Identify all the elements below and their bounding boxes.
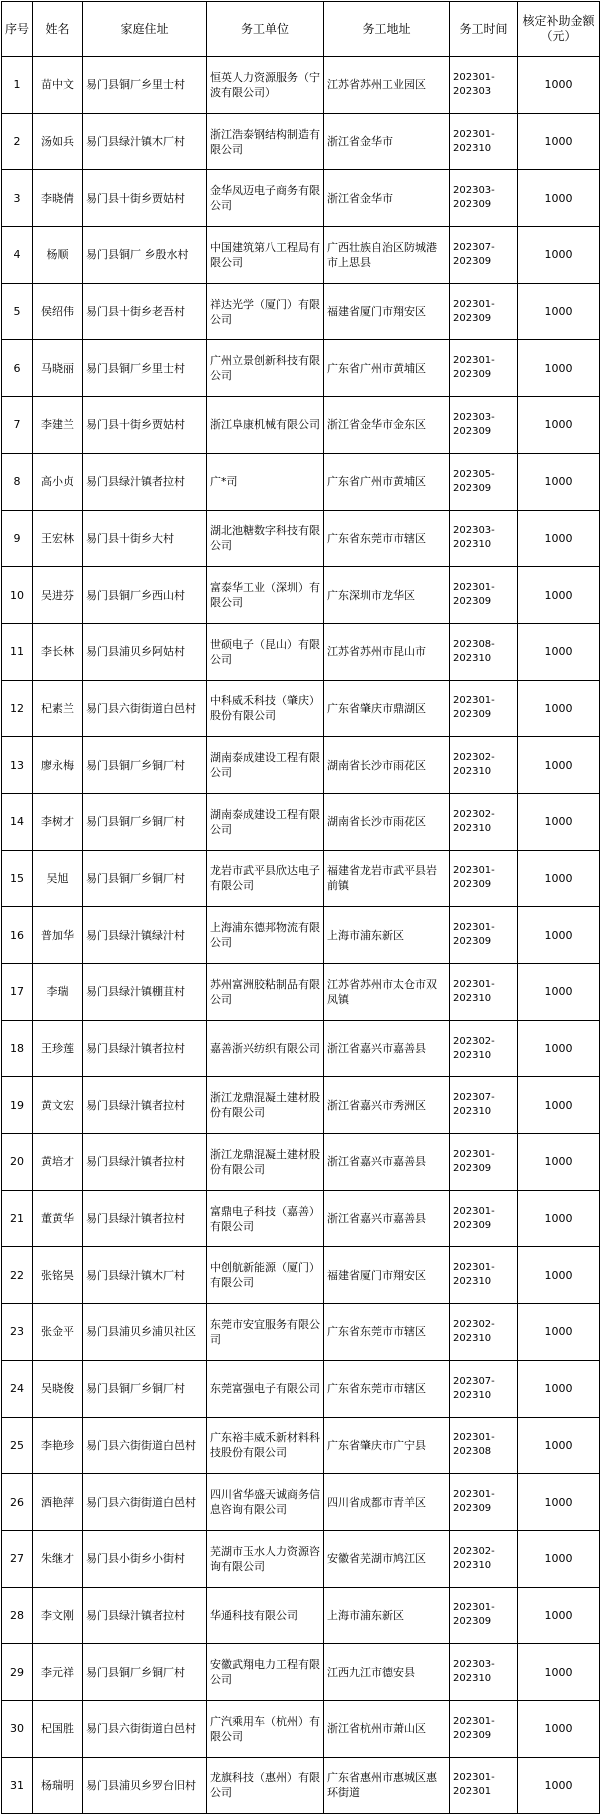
- cell-name: 吴进芬: [33, 567, 83, 624]
- cell-name: 黄文宏: [33, 1077, 83, 1134]
- table-row: [2, 1644, 600, 1701]
- cell-name: 吴旭: [33, 850, 83, 907]
- cell-no: 20: [2, 1134, 33, 1191]
- cell-work-address: 湖南省长沙市雨花区: [324, 793, 450, 850]
- cell-period: 202301-202309: [450, 1587, 518, 1644]
- cell-employer: 湖北池糖数字科技有限公司: [207, 510, 324, 567]
- cell-subsidy: 1000: [518, 227, 600, 284]
- cell-subsidy: 1000: [518, 1587, 600, 1644]
- cell-name: 杞国胜: [33, 1700, 83, 1757]
- cell-subsidy: 1000: [518, 737, 600, 794]
- cell-no: 17: [2, 964, 33, 1021]
- cell-employer: 富鼎电子科技（嘉善）有限公司: [207, 1190, 324, 1247]
- cell-period: 202301-202309: [450, 567, 518, 624]
- table-row: [2, 1020, 600, 1077]
- cell-employer: 上海浦东德邦物流有限公司: [207, 907, 324, 964]
- cell-period: 202301-202310: [450, 113, 518, 170]
- cell-work-address: 上海市浦东新区: [324, 907, 450, 964]
- cell-period: 202301-202309: [450, 907, 518, 964]
- cell-employer: 中科威禾科技（肇庆）股份有限公司: [207, 680, 324, 737]
- cell-subsidy: 1000: [518, 1247, 600, 1304]
- table-row: [2, 1077, 600, 1134]
- table-row: [2, 170, 600, 227]
- cell-work-address: 湖南省长沙市雨花区: [324, 737, 450, 794]
- cell-name: 苗中文: [33, 57, 83, 114]
- cell-no: 8: [2, 453, 33, 510]
- cell-period: 202301-202309: [450, 283, 518, 340]
- cell-name: 杨瑞明: [33, 1757, 83, 1814]
- cell-no: 22: [2, 1247, 33, 1304]
- cell-period: 202301-202309: [450, 1700, 518, 1757]
- cell-no: 15: [2, 850, 33, 907]
- cell-employer: 华通科技有限公司: [207, 1587, 324, 1644]
- cell-period: 202301-202309: [450, 1474, 518, 1531]
- cell-subsidy: 1000: [518, 1190, 600, 1247]
- header-name: 姓名: [33, 2, 83, 57]
- cell-subsidy: 1000: [518, 1700, 600, 1757]
- cell-address: 易门县绿汁镇棚苴村: [83, 964, 207, 1021]
- cell-name: 汤如兵: [33, 113, 83, 170]
- table-row: [2, 1587, 600, 1644]
- cell-name: 黄培才: [33, 1134, 83, 1191]
- cell-work-address: 广东省广州市黄埔区: [324, 340, 450, 397]
- table-row: [2, 793, 600, 850]
- cell-work-address: 广东省广州市黄埔区: [324, 453, 450, 510]
- cell-employer: 祥达光学（厦门）有限公司: [207, 283, 324, 340]
- cell-subsidy: 1000: [518, 1530, 600, 1587]
- header-no: 序号: [2, 2, 33, 57]
- cell-subsidy: 1000: [518, 57, 600, 114]
- cell-employer: 广*司: [207, 453, 324, 510]
- cell-no: 16: [2, 907, 33, 964]
- header-work-address: 务工地址: [324, 2, 450, 57]
- cell-name: 张铭昊: [33, 1247, 83, 1304]
- cell-employer: 世硕电子（昆山）有限公司: [207, 623, 324, 680]
- cell-no: 28: [2, 1587, 33, 1644]
- cell-work-address: 江苏省苏州工业园区: [324, 57, 450, 114]
- cell-address: 易门县绿汁镇者拉村: [83, 1587, 207, 1644]
- cell-work-address: 广东省东莞市市辖区: [324, 1360, 450, 1417]
- cell-period: 202303-202310: [450, 510, 518, 567]
- cell-period: 202307-202310: [450, 1360, 518, 1417]
- cell-name: 酒艳萍: [33, 1474, 83, 1531]
- cell-no: 27: [2, 1530, 33, 1587]
- cell-subsidy: 1000: [518, 1304, 600, 1361]
- table-row: [2, 907, 600, 964]
- table-row: [2, 850, 600, 907]
- cell-name: 廖永梅: [33, 737, 83, 794]
- table-row: [2, 567, 600, 624]
- cell-period: 202301-202310: [450, 1247, 518, 1304]
- cell-subsidy: 1000: [518, 113, 600, 170]
- cell-address: 易门县浦贝乡罗台旧村: [83, 1757, 207, 1814]
- cell-period: 202305-202309: [450, 453, 518, 510]
- cell-work-address: 广东省肇庆市鼎湖区: [324, 680, 450, 737]
- cell-subsidy: 1000: [518, 1474, 600, 1531]
- cell-period: 202303-202310: [450, 1644, 518, 1701]
- cell-employer: 广汽乘用车（杭州）有限公司: [207, 1700, 324, 1757]
- cell-no: 25: [2, 1417, 33, 1474]
- cell-subsidy: 1000: [518, 1417, 600, 1474]
- cell-subsidy: 1000: [518, 1077, 600, 1134]
- cell-address: 易门县十街乡大村: [83, 510, 207, 567]
- cell-subsidy: 1000: [518, 850, 600, 907]
- cell-period: 202302-202310: [450, 1530, 518, 1587]
- cell-work-address: 福建省厦门市翔安区: [324, 1247, 450, 1304]
- header-subsidy: 核定补助金额（元）: [518, 2, 600, 57]
- table-row: [2, 453, 600, 510]
- cell-no: 21: [2, 1190, 33, 1247]
- cell-subsidy: 1000: [518, 170, 600, 227]
- cell-period: 202302-202310: [450, 1020, 518, 1077]
- cell-name: 杞素兰: [33, 680, 83, 737]
- cell-subsidy: 1000: [518, 1134, 600, 1191]
- cell-work-address: 福建省厦门市翔安区: [324, 283, 450, 340]
- table-row: [2, 1247, 600, 1304]
- cell-address: 易门县铜厂乡里士村: [83, 340, 207, 397]
- table-row: [2, 1474, 600, 1531]
- cell-period: 202301-202309: [450, 340, 518, 397]
- table-row: [2, 113, 600, 170]
- cell-period: 202307-202310: [450, 1077, 518, 1134]
- cell-work-address: 广西壮族自治区防城港市上思县: [324, 227, 450, 284]
- cell-subsidy: 1000: [518, 340, 600, 397]
- cell-address: 易门县六街街道白邑村: [83, 1700, 207, 1757]
- cell-period: 202303-202309: [450, 397, 518, 454]
- cell-no: 2: [2, 113, 33, 170]
- cell-period: 202301-202308: [450, 1417, 518, 1474]
- table-row: [2, 680, 600, 737]
- cell-employer: 龙岩市武平县欣达电子有限公司: [207, 850, 324, 907]
- cell-name: 王珍莲: [33, 1020, 83, 1077]
- header-address: 家庭住址: [83, 2, 207, 57]
- cell-period: 202301-202301: [450, 1757, 518, 1814]
- cell-employer: 嘉善浙兴纺织有限公司: [207, 1020, 324, 1077]
- cell-period: 202301-202309: [450, 1134, 518, 1191]
- cell-no: 30: [2, 1700, 33, 1757]
- table-row: [2, 397, 600, 454]
- cell-work-address: 广东深圳市龙华区: [324, 567, 450, 624]
- cell-no: 7: [2, 397, 33, 454]
- cell-no: 13: [2, 737, 33, 794]
- cell-period: 202302-202310: [450, 737, 518, 794]
- cell-address: 易门县铜厂乡里士村: [83, 57, 207, 114]
- cell-work-address: 广东省东莞市市辖区: [324, 1304, 450, 1361]
- cell-period: 202308-202310: [450, 623, 518, 680]
- cell-address: 易门县小街乡小街村: [83, 1530, 207, 1587]
- cell-employer: 金华凤迈电子商务有限公司: [207, 170, 324, 227]
- cell-address: 易门县绿汁镇木厂村: [83, 1247, 207, 1304]
- cell-address: 易门县铜厂乡铜厂村: [83, 793, 207, 850]
- cell-subsidy: 1000: [518, 1020, 600, 1077]
- cell-name: 普加华: [33, 907, 83, 964]
- cell-subsidy: 1000: [518, 907, 600, 964]
- cell-work-address: 广东省东莞市市辖区: [324, 510, 450, 567]
- cell-employer: 浙江浩泰钢结构制造有限公司: [207, 113, 324, 170]
- cell-name: 高小贞: [33, 453, 83, 510]
- table-row: [2, 1530, 600, 1587]
- table-row: [2, 340, 600, 397]
- cell-no: 26: [2, 1474, 33, 1531]
- cell-subsidy: 1000: [518, 283, 600, 340]
- header-employer: 务工单位: [207, 2, 324, 57]
- cell-no: 24: [2, 1360, 33, 1417]
- cell-name: 李建兰: [33, 397, 83, 454]
- cell-address: 易门县铜厂乡铜厂村: [83, 737, 207, 794]
- cell-work-address: 浙江省嘉兴市嘉善县: [324, 1020, 450, 1077]
- cell-period: 202301-202310: [450, 964, 518, 1021]
- table-row: [2, 964, 600, 1021]
- cell-employer: 浙江龙鼎混凝土建材股份有限公司: [207, 1077, 324, 1134]
- cell-period: 202303-202309: [450, 170, 518, 227]
- cell-period: 202301-202303: [450, 57, 518, 114]
- cell-no: 9: [2, 510, 33, 567]
- cell-subsidy: 1000: [518, 1757, 600, 1814]
- cell-no: 12: [2, 680, 33, 737]
- cell-name: 侯绍伟: [33, 283, 83, 340]
- cell-name: 李瑞: [33, 964, 83, 1021]
- table-row: [2, 283, 600, 340]
- header-row: [2, 2, 600, 57]
- cell-work-address: 四川省成都市青羊区: [324, 1474, 450, 1531]
- cell-address: 易门县六街街道白邑村: [83, 680, 207, 737]
- cell-work-address: 浙江省金华市: [324, 113, 450, 170]
- cell-address: 易门县绿汁镇者拉村: [83, 1077, 207, 1134]
- cell-no: 23: [2, 1304, 33, 1361]
- table-row: [2, 1417, 600, 1474]
- cell-no: 6: [2, 340, 33, 397]
- cell-subsidy: 1000: [518, 793, 600, 850]
- cell-name: 马晓丽: [33, 340, 83, 397]
- cell-name: 李艳珍: [33, 1417, 83, 1474]
- cell-address: 易门县十街乡贾姑村: [83, 397, 207, 454]
- cell-work-address: 浙江省嘉兴市秀洲区: [324, 1077, 450, 1134]
- cell-address: 易门县铜厂乡铜厂村: [83, 1644, 207, 1701]
- header-period: 务工时间: [450, 2, 518, 57]
- cell-no: 19: [2, 1077, 33, 1134]
- cell-no: 31: [2, 1757, 33, 1814]
- table-row: [2, 1700, 600, 1757]
- cell-employer: 恒英人力资源服务（宁波有限公司）: [207, 57, 324, 114]
- cell-address: 易门县绿汁镇者拉村: [83, 1020, 207, 1077]
- cell-period: 202301-202309: [450, 680, 518, 737]
- cell-no: 4: [2, 227, 33, 284]
- cell-address: 易门县绿汁镇者拉村: [83, 1134, 207, 1191]
- cell-name: 李元祥: [33, 1644, 83, 1701]
- cell-employer: 龙旗科技（惠州）有限公司: [207, 1757, 324, 1814]
- cell-address: 易门县绿汁镇者拉村: [83, 453, 207, 510]
- cell-employer: 富泰华工业（深圳）有限公司: [207, 567, 324, 624]
- cell-name: 李文刚: [33, 1587, 83, 1644]
- cell-no: 29: [2, 1644, 33, 1701]
- cell-period: 202302-202310: [450, 1304, 518, 1361]
- cell-work-address: 福建省龙岩市武平县岩前镇: [324, 850, 450, 907]
- cell-period: 202302-202310: [450, 793, 518, 850]
- cell-no: 1: [2, 57, 33, 114]
- cell-subsidy: 1000: [518, 1644, 600, 1701]
- cell-work-address: 江西九江市德安县: [324, 1644, 450, 1701]
- cell-work-address: 江苏省苏州市昆山市: [324, 623, 450, 680]
- cell-name: 李晓倩: [33, 170, 83, 227]
- table-body: [2, 57, 600, 1814]
- cell-work-address: 上海市浦东新区: [324, 1587, 450, 1644]
- cell-no: 5: [2, 283, 33, 340]
- cell-address: 易门县铜厂 乡殷水村: [83, 227, 207, 284]
- cell-employer: 芜湖市玉水人力资源咨询有限公司: [207, 1530, 324, 1587]
- table-row: [2, 1360, 600, 1417]
- cell-employer: 湖南泰成建设工程有限公司: [207, 737, 324, 794]
- cell-address: 易门县十街乡贾姑村: [83, 170, 207, 227]
- table-row: [2, 227, 600, 284]
- cell-name: 王宏林: [33, 510, 83, 567]
- cell-work-address: 江苏省苏州市太仓市双凤镇: [324, 964, 450, 1021]
- cell-work-address: 浙江省嘉兴市嘉善县: [324, 1134, 450, 1191]
- table-row: [2, 1190, 600, 1247]
- cell-employer: 中国建筑第八工程局有 限公司: [207, 227, 324, 284]
- cell-work-address: 广东省惠州市惠城区惠环街道: [324, 1757, 450, 1814]
- table-row: [2, 1134, 600, 1191]
- cell-address: 易门县浦贝乡阿姑村: [83, 623, 207, 680]
- cell-address: 易门县绿汁镇木厂村: [83, 113, 207, 170]
- cell-subsidy: 1000: [518, 623, 600, 680]
- cell-work-address: 安徽省芜湖市鸠江区: [324, 1530, 450, 1587]
- cell-no: 3: [2, 170, 33, 227]
- cell-employer: 四川省华盛天诚商务信息咨询有限公司: [207, 1474, 324, 1531]
- table-row: [2, 57, 600, 114]
- cell-address: 易门县十街乡老吾村: [83, 283, 207, 340]
- cell-work-address: 广东省肇庆市广宁县: [324, 1417, 450, 1474]
- cell-employer: 东莞富强电子有限公司: [207, 1360, 324, 1417]
- cell-subsidy: 1000: [518, 510, 600, 567]
- cell-employer: 浙江龙鼎混凝土建材股份有限公司: [207, 1134, 324, 1191]
- cell-employer: 广州立景创新科技有限公司: [207, 340, 324, 397]
- cell-employer: 安徽武翔电力工程有限公司: [207, 1644, 324, 1701]
- cell-work-address: 浙江省金华市金东区: [324, 397, 450, 454]
- cell-subsidy: 1000: [518, 397, 600, 454]
- cell-work-address: 浙江省嘉兴市嘉善县: [324, 1190, 450, 1247]
- cell-address: 易门县铜厂乡铜厂村: [83, 1360, 207, 1417]
- cell-address: 易门县铜厂乡西山村: [83, 567, 207, 624]
- table-row: [2, 510, 600, 567]
- table-row: [2, 737, 600, 794]
- cell-employer: 浙江阜康机械有限公司: [207, 397, 324, 454]
- cell-no: 11: [2, 623, 33, 680]
- cell-address: 易门县浦贝乡浦贝社区: [83, 1304, 207, 1361]
- cell-address: 易门县六街街道白邑村: [83, 1417, 207, 1474]
- cell-employer: 中创航新能源（厦门）有限公司: [207, 1247, 324, 1304]
- cell-employer: 苏州富洲胶粘制品有限公司: [207, 964, 324, 1021]
- cell-subsidy: 1000: [518, 680, 600, 737]
- cell-no: 18: [2, 1020, 33, 1077]
- cell-employer: 湖南泰成建设工程有限公司: [207, 793, 324, 850]
- cell-name: 朱继才: [33, 1530, 83, 1587]
- cell-no: 14: [2, 793, 33, 850]
- cell-period: 202301-202309: [450, 1190, 518, 1247]
- cell-name: 董黄华: [33, 1190, 83, 1247]
- table-row: [2, 623, 600, 680]
- cell-work-address: 浙江省杭州市萧山区: [324, 1700, 450, 1757]
- table-row: [2, 1757, 600, 1814]
- cell-employer: 东莞市安宜服务有限公司: [207, 1304, 324, 1361]
- cell-period: 202307-202309: [450, 227, 518, 284]
- cell-address: 易门县六街街道白邑村: [83, 1474, 207, 1531]
- cell-subsidy: 1000: [518, 1360, 600, 1417]
- cell-name: 李树才: [33, 793, 83, 850]
- cell-name: 张金平: [33, 1304, 83, 1361]
- cell-name: 李长林: [33, 623, 83, 680]
- subsidy-table: [1, 1, 600, 1814]
- cell-employer: 广东裕丰威禾新材料科技股份有限公司: [207, 1417, 324, 1474]
- cell-address: 易门县铜厂乡铜厂村: [83, 850, 207, 907]
- cell-address: 易门县绿汁镇者拉村: [83, 1190, 207, 1247]
- cell-period: 202301-202309: [450, 850, 518, 907]
- cell-no: 10: [2, 567, 33, 624]
- cell-subsidy: 1000: [518, 567, 600, 624]
- cell-subsidy: 1000: [518, 964, 600, 1021]
- cell-work-address: 浙江省金华市: [324, 170, 450, 227]
- cell-name: 吴晓俊: [33, 1360, 83, 1417]
- cell-name: 杨顺: [33, 227, 83, 284]
- table-row: [2, 1304, 600, 1361]
- cell-subsidy: 1000: [518, 453, 600, 510]
- cell-address: 易门县绿汁镇绿汁村: [83, 907, 207, 964]
